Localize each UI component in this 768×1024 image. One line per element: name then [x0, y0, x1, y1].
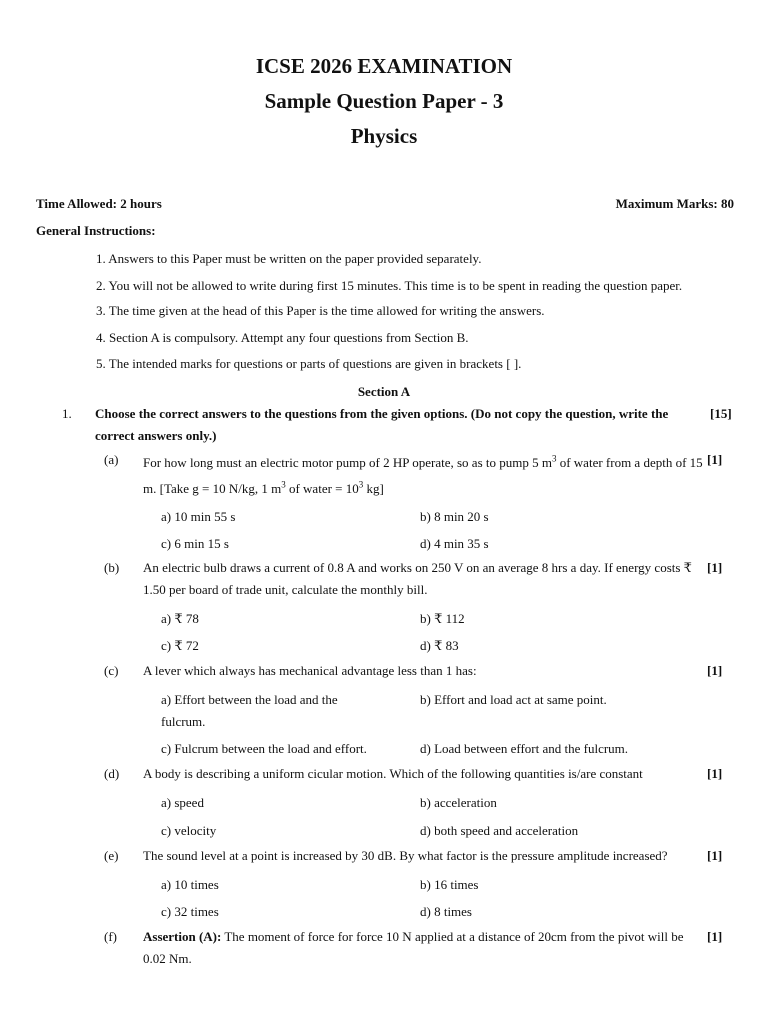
question-marks: [15]	[710, 406, 732, 421]
assertion-text: The moment of force for force 10 N applied at a distance of 20cm from the pivot will be 0.02 Nm.	[143, 929, 684, 966]
option: d) 4 min 35 s	[420, 536, 489, 551]
part-marks: [1]	[707, 848, 723, 863]
option: c) 6 min 15 s	[161, 536, 229, 551]
instructions-heading: General Instructions:	[36, 223, 156, 238]
paper-title: Sample Question Paper - 3	[264, 89, 504, 113]
part-e-question: The sound level at a point is increased by 30 dB. By what factor is the pressure amplitude increased?	[143, 848, 668, 863]
subject-title: Physics	[350, 124, 418, 148]
assertion-label: Assertion (A):	[143, 929, 222, 944]
option: c) 32 times	[161, 904, 219, 919]
section-heading: Section A	[357, 384, 411, 399]
option: c) Fulcrum between the load and effort.	[161, 741, 367, 756]
option: b) 8 min 20 s	[420, 509, 489, 524]
part-f-question	[143, 926, 698, 970]
option: d) 8 times	[420, 904, 472, 919]
instruction-item: 2. You will not be allowed to write during first 15 minutes. This time is to be spent in reading the question paper.	[96, 278, 683, 293]
part-label: (f)	[104, 929, 117, 944]
part-c-question: A lever which always has mechanical advantage less than 1 has:	[143, 663, 477, 678]
option: a) speed	[161, 795, 204, 810]
question-text: Choose the correct answers to the questions from the given options. (Do not copy the question, write the correct answers only.)	[95, 406, 669, 443]
part-label: (a)	[104, 452, 119, 467]
part-label: (e)	[104, 848, 119, 863]
option: a) ₹ 78	[161, 611, 199, 626]
option: b) ₹ 112	[420, 611, 465, 626]
part-label: (c)	[104, 663, 119, 678]
instruction-item: 3. The time given at the head of this Paper is the time allowed for writing the answers.	[96, 303, 545, 318]
time-allowed: Time Allowed: 2 hours	[36, 196, 162, 211]
part-label: (d)	[104, 766, 120, 781]
option: b) Effort and load act at same point.	[420, 692, 607, 707]
instruction-item: 5. The intended marks for questions or parts of questions are given in brackets [ ].	[96, 356, 522, 371]
part-marks: [1]	[707, 560, 723, 575]
instruction-item: 1. Answers to this Paper must be written on the paper provided separately.	[96, 251, 482, 266]
part-marks: [1]	[707, 452, 723, 467]
part-marks: [1]	[707, 663, 723, 678]
option: b) 16 times	[420, 877, 479, 892]
maximum-marks: Maximum Marks: 80	[615, 196, 734, 211]
option: c) velocity	[161, 823, 217, 838]
option: d) Load between effort and the fulcrum.	[420, 741, 629, 756]
part-label: (b)	[104, 560, 120, 575]
question-number: 1.	[62, 406, 72, 421]
part-marks: [1]	[707, 766, 723, 781]
option: d) both speed and acceleration	[420, 823, 579, 838]
option: c) ₹ 72	[161, 638, 199, 653]
option: a) 10 min 55 s	[161, 509, 236, 524]
instruction-item: 4. Section A is compulsory. Attempt any four questions from Section B.	[96, 330, 469, 345]
option: b) acceleration	[420, 795, 497, 810]
exam-title: ICSE 2026 EXAMINATION	[255, 54, 513, 78]
part-a-question: For how long must an electric motor pump of 2 HP operate, so as to pump 5 $m^3$ of water from a depth of 15 m. [Take g = 10 N/kg, 1 $m^3$ of water = $10^3$ kg]	[143, 453, 703, 496]
option: a) 10 times	[161, 877, 219, 892]
option: a) Effort between the load and the fulcrum.	[161, 692, 338, 729]
part-b-question: An electric bulb draws a current of 0.8 A and works on 250 V on an average 8 hrs a day. If energy costs ₹ 1.50 per board of trade unit, calculate the monthly bill.	[143, 560, 692, 597]
option: d) ₹ 83	[420, 638, 459, 653]
part-d-question: A body is describing a uniform cicular motion. Which of the following quantities is/are constant	[143, 766, 643, 781]
part-marks: [1]	[707, 929, 723, 944]
